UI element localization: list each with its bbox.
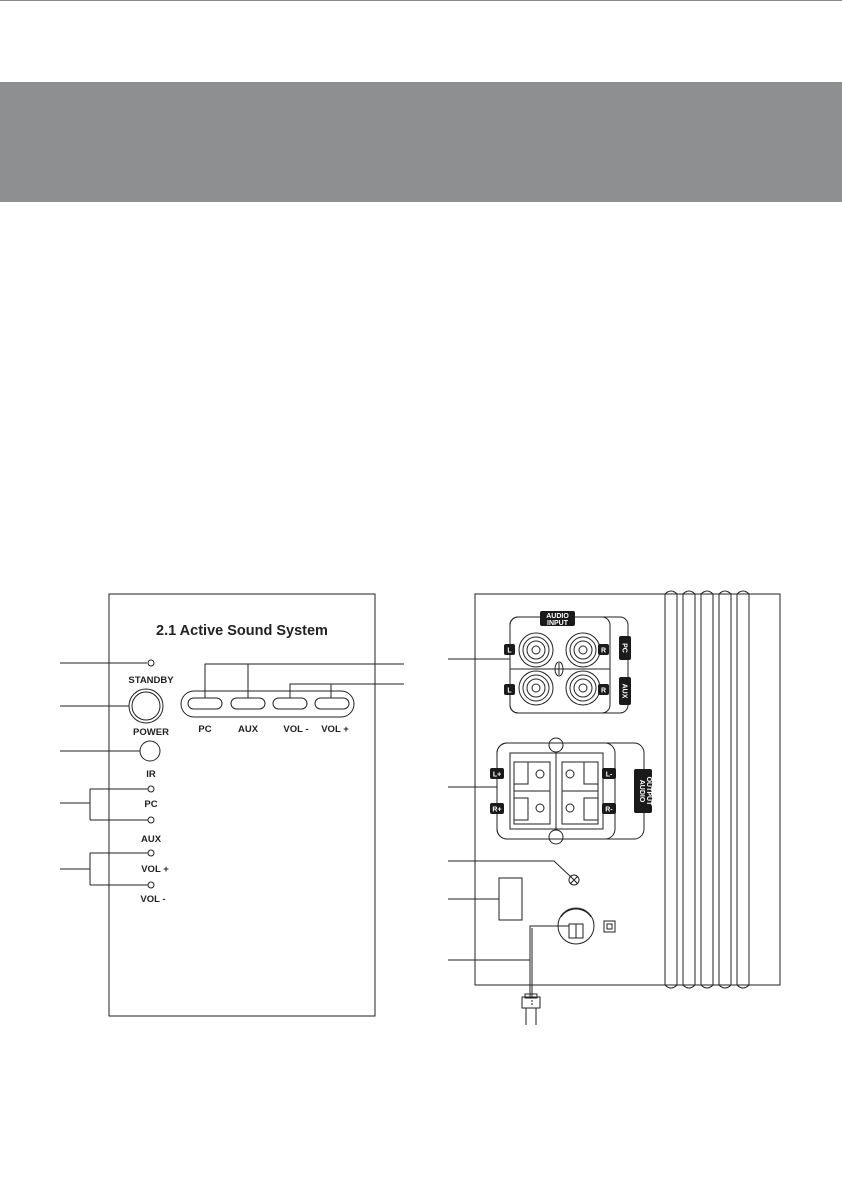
rca-jack-aux-left[interactable] <box>519 671 553 705</box>
aux-led <box>148 817 154 823</box>
double-insulation-inner <box>607 924 612 929</box>
plug-body <box>522 997 540 1008</box>
tag-aux-right: R <box>600 687 607 695</box>
rca-pin <box>579 646 587 654</box>
terminal-body <box>514 762 550 824</box>
callout-vol <box>60 853 148 885</box>
label-plate <box>499 878 522 920</box>
tag-l-minus: L- <box>605 771 613 779</box>
callout-pc-aux-buttons <box>205 664 404 698</box>
rca-jack-pc-left[interactable] <box>519 633 553 667</box>
power-button[interactable] <box>129 689 163 723</box>
rca-ring <box>519 671 553 705</box>
front-panel-title: 2.1 Active Sound System <box>156 623 328 639</box>
rca-pin <box>579 684 587 692</box>
tag-l-plus: L+ <box>492 771 502 779</box>
pc-button-label: PC <box>198 724 212 735</box>
vol-plus-button-label: VOL + <box>321 724 349 735</box>
audio-output-block <box>490 738 652 844</box>
vol-minus-label: VOL - <box>140 894 166 905</box>
pc-label: PC <box>144 799 158 810</box>
tag-pc-left: L <box>507 647 512 655</box>
callout-fuse <box>448 861 571 877</box>
heatsink-fins <box>665 591 749 988</box>
standby-label: STANDBY <box>128 675 174 686</box>
rca-ring <box>527 679 545 697</box>
front-panel <box>60 594 404 1016</box>
audio-input-tag-line2: INPUT <box>547 620 568 627</box>
double-insulation-outer <box>604 921 615 932</box>
tag-aux-left: L <box>507 687 512 695</box>
terminal-hole-bottom <box>566 804 574 812</box>
audio-output-tag-line2: OUTPUT <box>645 776 652 806</box>
audio-output-top-screw <box>549 738 563 752</box>
front-callouts <box>60 663 404 885</box>
rca-jack-aux-right[interactable] <box>566 671 600 705</box>
terminal-clip-bottom <box>514 798 528 820</box>
audio-input-block <box>504 611 631 713</box>
audio-output-bottom-screw <box>549 830 563 844</box>
terminal-clip-top <box>514 762 528 784</box>
terminal-hole-top <box>566 770 574 778</box>
standby-led <box>148 660 154 666</box>
terminal-hole-bottom <box>536 804 544 812</box>
aux-button[interactable] <box>231 698 265 709</box>
pc-led <box>148 786 154 792</box>
pc-button[interactable] <box>188 698 222 709</box>
tag-r-plus: R+ <box>492 806 502 814</box>
button-bar <box>181 691 354 717</box>
tag-aux-side: AUX <box>620 683 628 699</box>
vol-minus-button[interactable] <box>273 698 307 709</box>
power-cord <box>530 926 569 998</box>
power-label: POWER <box>133 727 169 738</box>
plug-ground <box>531 1001 533 1004</box>
vol-plus-label: VOL + <box>141 864 169 875</box>
tag-r-minus: R- <box>605 806 613 814</box>
rca-ring <box>574 679 592 697</box>
vol-minus-button-label: VOL - <box>283 724 309 735</box>
ir-sensor <box>140 741 160 761</box>
speaker-terminal-left[interactable] <box>514 762 550 824</box>
rca-pin <box>532 646 540 654</box>
fuse-holder-cross <box>571 877 578 884</box>
terminal-clip-top <box>584 762 598 784</box>
rca-ring <box>519 633 553 667</box>
power-button-inner <box>132 692 160 720</box>
power-switch-arc <box>561 909 591 917</box>
rca-jack-pc-right[interactable] <box>566 633 600 667</box>
tag-pc-right: R <box>600 647 607 655</box>
power-plug-icon <box>522 994 540 1025</box>
rear-panel <box>448 591 780 1025</box>
callout-pc-aux <box>60 789 148 820</box>
rca-ring <box>574 641 592 659</box>
vol-minus-led <box>148 882 154 888</box>
aux-label: AUX <box>140 834 162 845</box>
rca-pin <box>532 684 540 692</box>
terminal-clip-bottom <box>584 798 598 820</box>
audio-input-tag-line1: AUDIO <box>546 613 569 620</box>
vol-plus-button[interactable] <box>315 698 349 709</box>
aux-button-label: AUX <box>237 724 259 735</box>
rca-ring <box>566 671 600 705</box>
audio-input-inner-frame <box>510 617 610 713</box>
ir-label: IR <box>146 769 156 780</box>
terminal-hole-top <box>536 770 544 778</box>
audio-output-tag-line1: AUDIO <box>638 779 645 803</box>
speaker-terminal-right[interactable] <box>562 762 598 824</box>
rca-ring <box>527 641 545 659</box>
vol-plus-led <box>148 850 154 856</box>
rca-ring <box>566 633 600 667</box>
tag-pc-side: PC <box>620 643 628 653</box>
